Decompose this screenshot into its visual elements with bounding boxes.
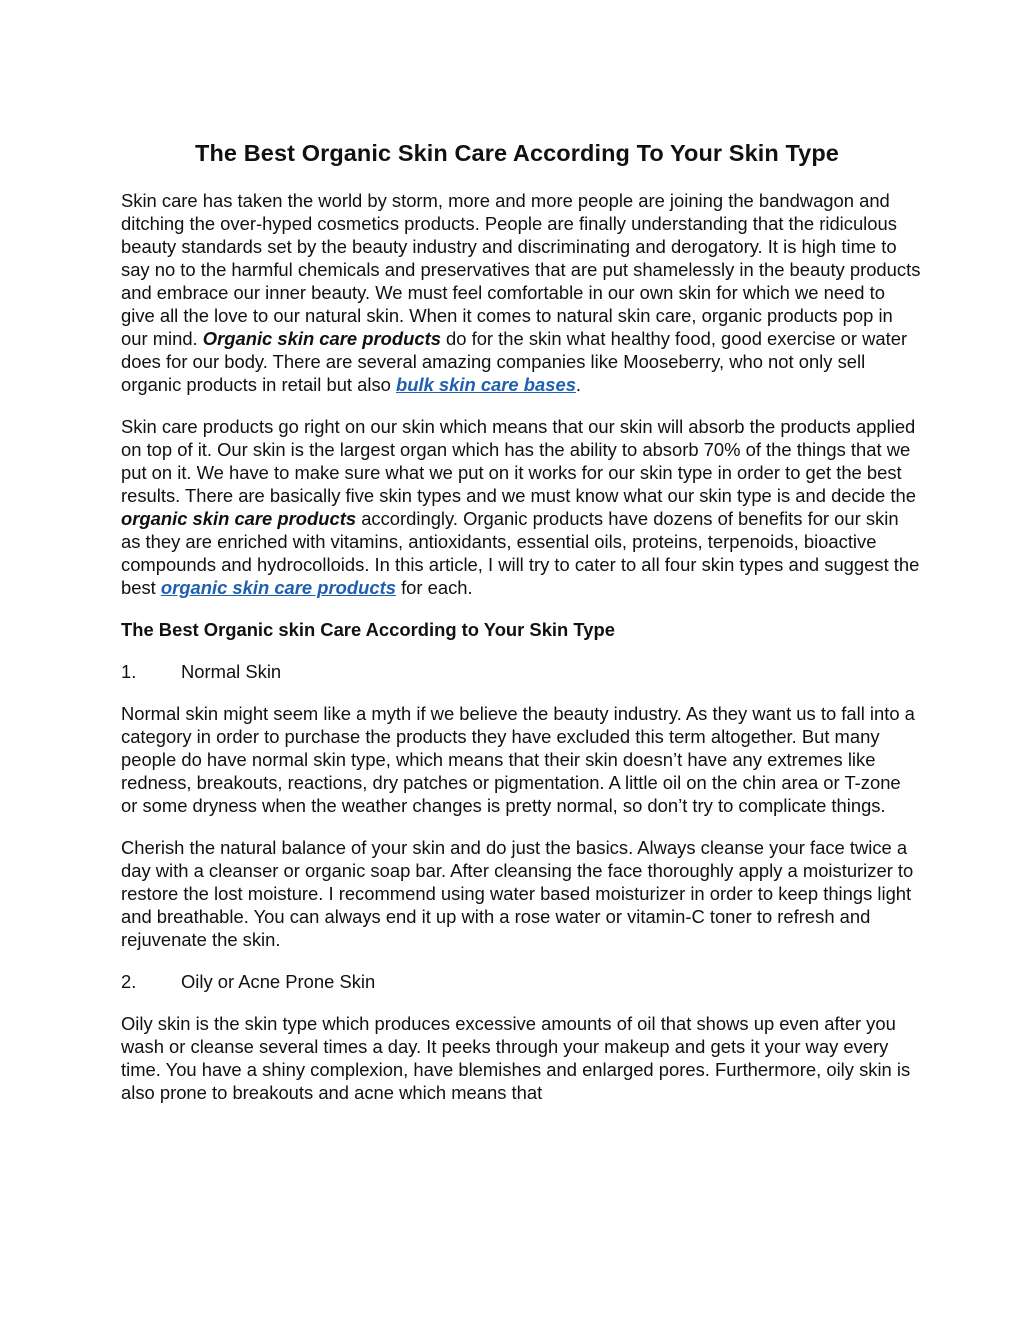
intro-paragraph: [121, 189, 921, 396]
intro-text-1: Skin care has taken the world by storm, more and more people are joining the bandwagon and ditching the over-hyped cosmetics products. People are finally understanding that the ridiculous beauty standards set by the beauty industry and discriminating and derogatory. It is high time to say no to the harmful chemicals and preservatives that are put shamelessly in the beauty products and embrace our inner beauty. We must feel comfortable in our own skin for which we need to give all the love to our natural skin. When it comes to natural skin care, organic products pop in our mind.: [121, 190, 921, 349]
section-heading-text: Oily or Acne Prone Skin: [181, 971, 376, 992]
para2-text-1: Skin care products go right on our skin which means that our skin will absorb the products applied on top of it. Our skin is the largest organ which has the ability to absorb 70% of the things that we put on it. We have to make sure what we put on it works for our skin type in order to get the best results. There are basically five skin types and we must know what our skin type is and decide the: [121, 416, 916, 506]
section-heading-text: Normal Skin: [181, 661, 282, 682]
section-heading-normal-skin: [121, 660, 921, 683]
document-title: The Best Organic Skin Care According To Your Skin Type: [195, 140, 839, 166]
second-paragraph: [121, 415, 921, 599]
normal-skin-paragraph-2: Cherish the natural balance of your skin and do just the basics. Always cleanse your face twice a day with a cleanser or organic soap bar. After cleansing the face thoroughly apply a moisturizer to restore the lost moisture. I recommend using water based moisturizer in order to keep things light and breathable. You can always end it up with a rose water or vitamin-C toner to refresh and rejuvenate the skin.: [121, 837, 914, 950]
para2-text-2: accordingly. Organic products have dozens of benefits for our skin as they are enriched with vitamins, antioxidants, essential oils, proteins, terpenoids, bioactive compounds and hydrocolloids. In this article, I will try to cater to all four skin types and suggest the best: [121, 508, 920, 598]
section-number: 2.: [121, 971, 137, 992]
para2-emphasis-organic-products: organic skin care products: [121, 508, 357, 529]
intro-text-3: .: [575, 374, 582, 395]
intro-emphasis-organic-products: Organic skin care products: [202, 328, 441, 349]
section-heading-oily-skin: [121, 970, 921, 993]
document-page: [121, 140, 921, 1123]
para2-text-3: for each.: [395, 577, 473, 598]
normal-skin-paragraph-1: Normal skin might seem like a myth if we believe the beauty industry. As they want us to fall into a category in order to purchase the products they have excluded this term altogether. But many people do have normal skin type, which means that their skin doesn’t have any extremes like redness, breakouts, reactions, dry patches or pigmentation. A little oil on the chin area or T-zone or some dryness when the weather changes is pretty normal, so don’t try to complicate things.: [121, 703, 915, 816]
intro-text-2: do for the skin what healthy food, good exercise or water does for our body. There are several amazing companies like Mooseberry, who not only sell organic products in retail but also: [121, 328, 908, 395]
section-number: 1.: [121, 661, 137, 682]
oily-skin-paragraph-1: Oily skin is the skin type which produces excessive amounts of oil that shows up even after you wash or cleanse several times a day. It peeks through your makeup and gets it your way every time. You have a shiny complexion, have blemishes and enlarged pores. Furthermore, oily skin is also prone to breakouts and acne which means that: [121, 1013, 911, 1103]
bulk-skin-care-bases-link[interactable]: bulk skin care bases: [396, 374, 576, 395]
organic-skin-care-products-link[interactable]: organic skin care products: [160, 577, 396, 598]
section-subheading: The Best Organic skin Care According to Your Skin Type: [121, 619, 615, 640]
